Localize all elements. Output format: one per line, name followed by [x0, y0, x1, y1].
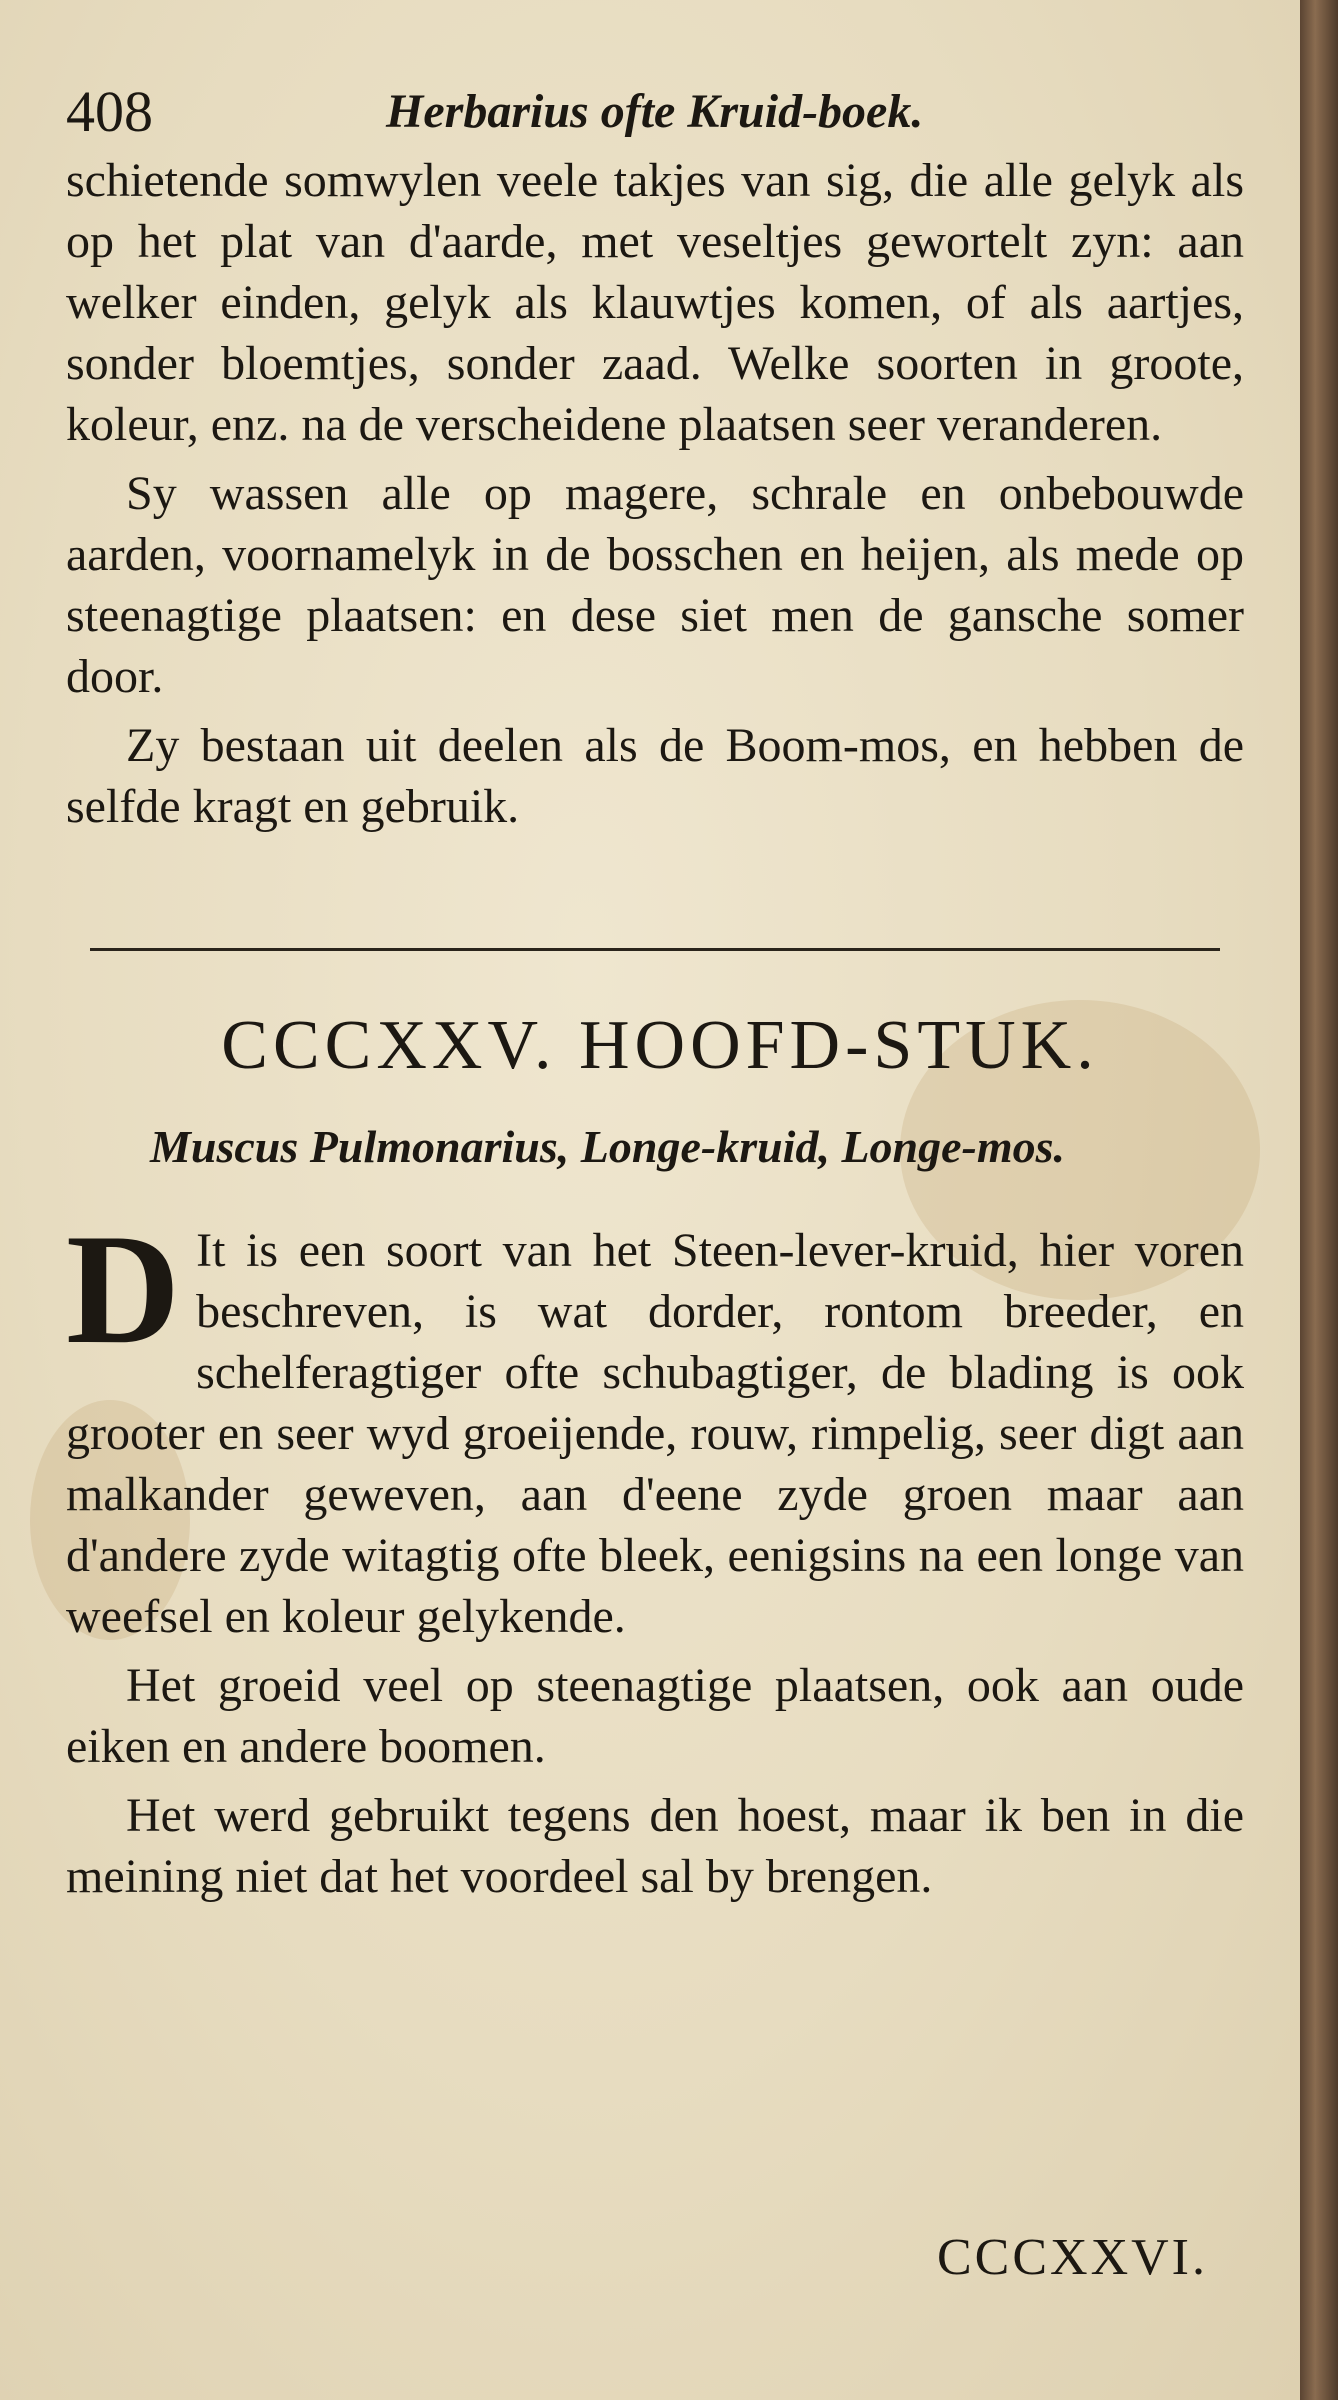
- drop-cap: D: [66, 1202, 181, 1377]
- paragraph: Het groeid veel op steenagtige plaatsen, ook aan oude eiken en andere boomen.: [66, 1659, 1244, 1773]
- paragraph: schietende somwylen veele takjes van sig, die alle gelyk als op het plat van d'aarde, met veseltjes gewortelt zyn: aan welker einden, gelyk als klauwtjes komen, of als aartjes, sonder bloemtjes, sonder zaad. Welke soorten in groote, koleur, enz. na de verscheidene plaatsen seer veranderen.: [66, 154, 1244, 451]
- top-section: [66, 150, 1244, 845]
- first-paragraph: [66, 1202, 1244, 1647]
- page-number: 408: [66, 79, 153, 144]
- running-title: Herbarius ofte Kruid-boek.: [386, 85, 924, 138]
- paragraph: Zy bestaan uit deelen als de Boom-mos, en hebben de selfde kragt en gebruik.: [66, 719, 1244, 833]
- book-spine-edge: [1300, 0, 1338, 2400]
- chapter-subtitle: Muscus Pulmonarius, Longe-kruid, Longe-mos.: [150, 1121, 1066, 1172]
- catchword: CCCXXVI.: [936, 2229, 1208, 2286]
- chapter-body: [66, 1202, 1244, 1915]
- paragraph: Het werd gebruikt tegens den hoest, maar ik ben in die meining niet dat het voordeel sal by brengen.: [66, 1789, 1244, 1903]
- first-paragraph-text: It is een soort van het Steen-lever-kruid, hier voren beschreven, is wat dorder, rontom breeder, en schelferagtiger ofte schubagtiger, de blading is ook grooter en seer wyd groeijende, rouw, rimpelig, seer digt aan malkander geweven, aan d'eene zyde groen maar aan d'andere zyde witagtig ofte bleek, eenigsins na een longe van weefsel en koleur gelykende.: [66, 1224, 1244, 1643]
- chapter-heading: CCCXXV. HOOFD-STUK.: [221, 1007, 1099, 1084]
- section-rule: [90, 948, 1220, 951]
- running-head: [66, 78, 1246, 148]
- paragraph: Sy wassen alle op magere, schrale en onbebouwde aarden, voornamelyk in de bosschen en heijen, als mede op steenagtige plaatsen: en dese siet men de gansche somer door.: [66, 467, 1244, 703]
